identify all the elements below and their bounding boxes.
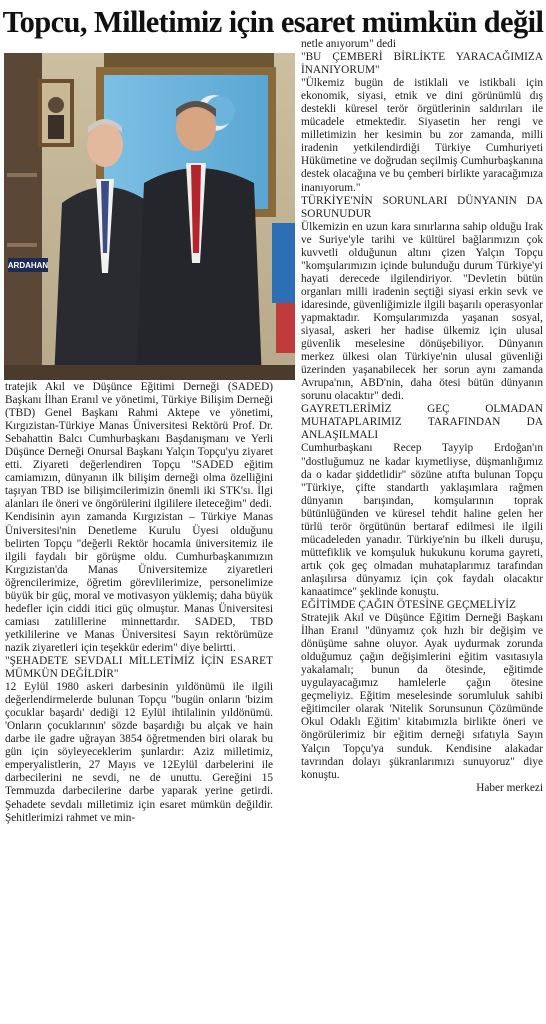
right-subheading-2: TÜRKİYE'NİN SORUNLARI DÜNYANIN DA SORUNUDUR — [301, 194, 543, 220]
right-paragraph-5: Stratejik Akıl ve Düşünce Eğitim Derneği Başkanı İlhan Eranıl "dünyamız çok hızlı bir değişim ve dönüşüme sahne oluyor. Ayak uydurmak zorunda olduğumuz çağın değişimlerini eğitim vasıtasıyla yakalamalı; bunun da ötesinde, eğitimde uygulayacağımız hamlelerle çağın ötesine geçmeliyiz. Eğitim meselesinde sorumluluk sahibi eğitimciler olarak 'Nitelik Sorunsunun Çözümünde Okul Odaklı Eğitim' kitabımızla birlikte öneri ve öngörülerimiz bir eğitim derneği sıfatıyla Sayın Yalçın Topçu'ya sunduk. Kendisine alakadar tavrından dolayı şükranlarımızı sunuyoruz" diye konuştu. — [301, 612, 543, 781]
right-subheading-3: GAYRETLERİMİZ GEÇ OLMADAN MUHATAPLARIMIZ TARAFINDAN DA ANLAŞILMALI — [301, 403, 543, 442]
photo-illustration — [4, 53, 295, 380]
ardahan-sign: ARDAHAN — [7, 261, 49, 270]
right-column — [301, 38, 543, 795]
left-column — [5, 381, 273, 825]
right-subheading-1: "BU ÇEMBERİ BİRLİKTE YARACAĞIMIZA İNANIYORUM" — [301, 51, 543, 77]
right-paragraph-4: Cumhurbaşkanı Recep Tayyip Erdoğan'ın "dostluğumuz ne kadar kıymetliyse, düşmanlığımız da o kadar şiddetlidir" sözüne atıfta bulunan Topçu "Türkiye, çifte standartlı yaklaşımlara rağmen dünyanın barışından, komşularının toprak bütünlüğünden ve küresel tehdit haline gelen her türlü terör örgütünün bertaraf edilmesi ile ilgili mücadeleden yanadır. Türkiye'nin bu ilkeli duruşu, müttefiklik ve komşuluk hukukunu koruma gayreti, artık çok geç olmadan muhataplarımız tarafından anlaşılırsa dünyamız için çok faydalı olacaktır kanaatimce" şeklinde konuştu. — [301, 442, 543, 598]
right-subheading-4: EĞİTİMDE ÇAĞIN ÖTESİNE GEÇMELİYİZ — [301, 599, 516, 612]
right-paragraph-2: "Ülkemiz bugün de istiklali ve istikbali için ekonomik, siyasi, etnik ve dini görünümlü dış destekli küresel terör örgütlerinin saldırıları ile mücadele etmektedir. Siyasetin her rengi ve milletimizin her kesimin bu zor zamanda, milli iradenin yetkilendirdiği Türkiye Cumhuriyeti Hükümetine ve doğrudan seçilmiş Cumhurbaşkanına destek olacağına ve bu çemberi birlikte yaracağımıza inanıyorum." — [301, 77, 543, 194]
left-paragraph-1: tratejik Akıl ve Düşünce Eğitimi Derneği (SADED) Başkanı İlhan Eranıl ve yönetimi, Türkiye Bilişim Derneği (TBD) Genel Başkanı Rahmi Aktepe ve yönetimi, Kırgızistan-Türkiye Manas Üniversitesi Rektörü Prof. Dr. Sebahattin Balcı Cumhurbaşkanı Başdanışmanı ve Yerli Düşünce Derneği Onursal Başkanı Yalçın Topçu'yu ziyaret etti. Ziyareti değerlendiren Topçu "SADED eğitim camiamızın, dünyanın ilk bilişim derneği olma özelliğini taşıyan TBD ise bilişimcilerimizin önemli iki STK'sı. İlgi alanları ile öneri ve öngörülerini ilgililere ileteceğim" dedi. — [5, 381, 273, 511]
left-paragraph-2: Kendisinin ayın zamanda Kırgızistan – Türkiye Manas Üniversitesi'nin Denetleme Kurulu Üyesi olduğunu belirten Topçu "değerli Rektör hocamla üniversitemiz ile ilgili faydalı bir görüşme oldu. Cumhurbaşkanımızın Kırgızistan'da Manas Üniversitemize ziyaretleri öğrencilerimize, öğretim görevlilerimize, personelimize büyük bir güç, moral ve motivasyon yüklemiş; daha büyük hedefler için ciddi itici güç olmuştur. Manas Üniversitesi camiası zatılillerine minnettardır. SADED, TBD yetkililerine ve Manas Üniversitesi Sayın rektörümüze nazik ziyaretleri için teşekkür ederim" diye belirtti. — [5, 511, 273, 654]
left-paragraph-3: 12 Eylül 1980 askeri darbesinin yıldönümü ile ilgili değerlendirmelerde bulunan Topçu "bugün onların 'bizim çocuklar başardı' dediği 12 Eylül ihtilalinin yıldönümü. 'Onların çocuklarının' sözde başardığı bu alçak ve hain darbe ile gadre uğrayan 3854 öğretmenden biri olarak bu gün için söyleyeceklerim şunlardır: Aziz milletimiz, emperyalistlerin, 27 Mayıs ve 12Eylül darbelerini ile darbecilerini ne sevdi, ne de unuttu. Gereğini 15 Temmuzda darbecilerine darbe yaparak yerine getirdi. Şehadete sevdalı milletimiz için esaret mümkün değildir. Şehitlerimizi rahmet ve min- — [5, 681, 273, 824]
signature: Haber merkezi — [476, 781, 543, 794]
headline: Topcu, Milletimiz için esaret mümkün değil — [2, 5, 544, 39]
left-subheading: "ŞEHADETE SEVDALI MİLLETİMİZ İÇİN ESARET MÜMKÜN DEĞİLDİR" — [5, 654, 273, 681]
right-paragraph-1: netle anıyorum" dedi — [301, 38, 396, 50]
right-paragraph-3: Ülkemizin en uzun kara sınırlarına sahip olduğu Irak ve Suriye'yle tarihi ve kültürel bağlarımızın çok kuvvetli olduğunun altını çizen Yalçın Topçu "komşularımızın içinde bulunduğu durum Türkiye'yi hayati derecede ilgilendiriyor. "Devletin bütün organları milli iradenin seçtiği siyasi erkin sevk ve idaresinde, güvenliğimizle ilgili başarılı operasyonlar yapmaktadır. Komşularımızda yaşanan sosyal, siyasal, askeri her hadise ülkemiz için ulusal güvenlik meselesine dönüşebiliyor. Dünyanın merkez ülkesi olan Türkiye'nin ulusal güvenliği üzerinden yaşanabilecek her sorun aynı zamanda Avrupa'nın, ABD'nin, daha ötesi bütün dünyanın sorunu olacaktır" dedi. — [301, 220, 543, 403]
news-photo — [4, 53, 295, 380]
